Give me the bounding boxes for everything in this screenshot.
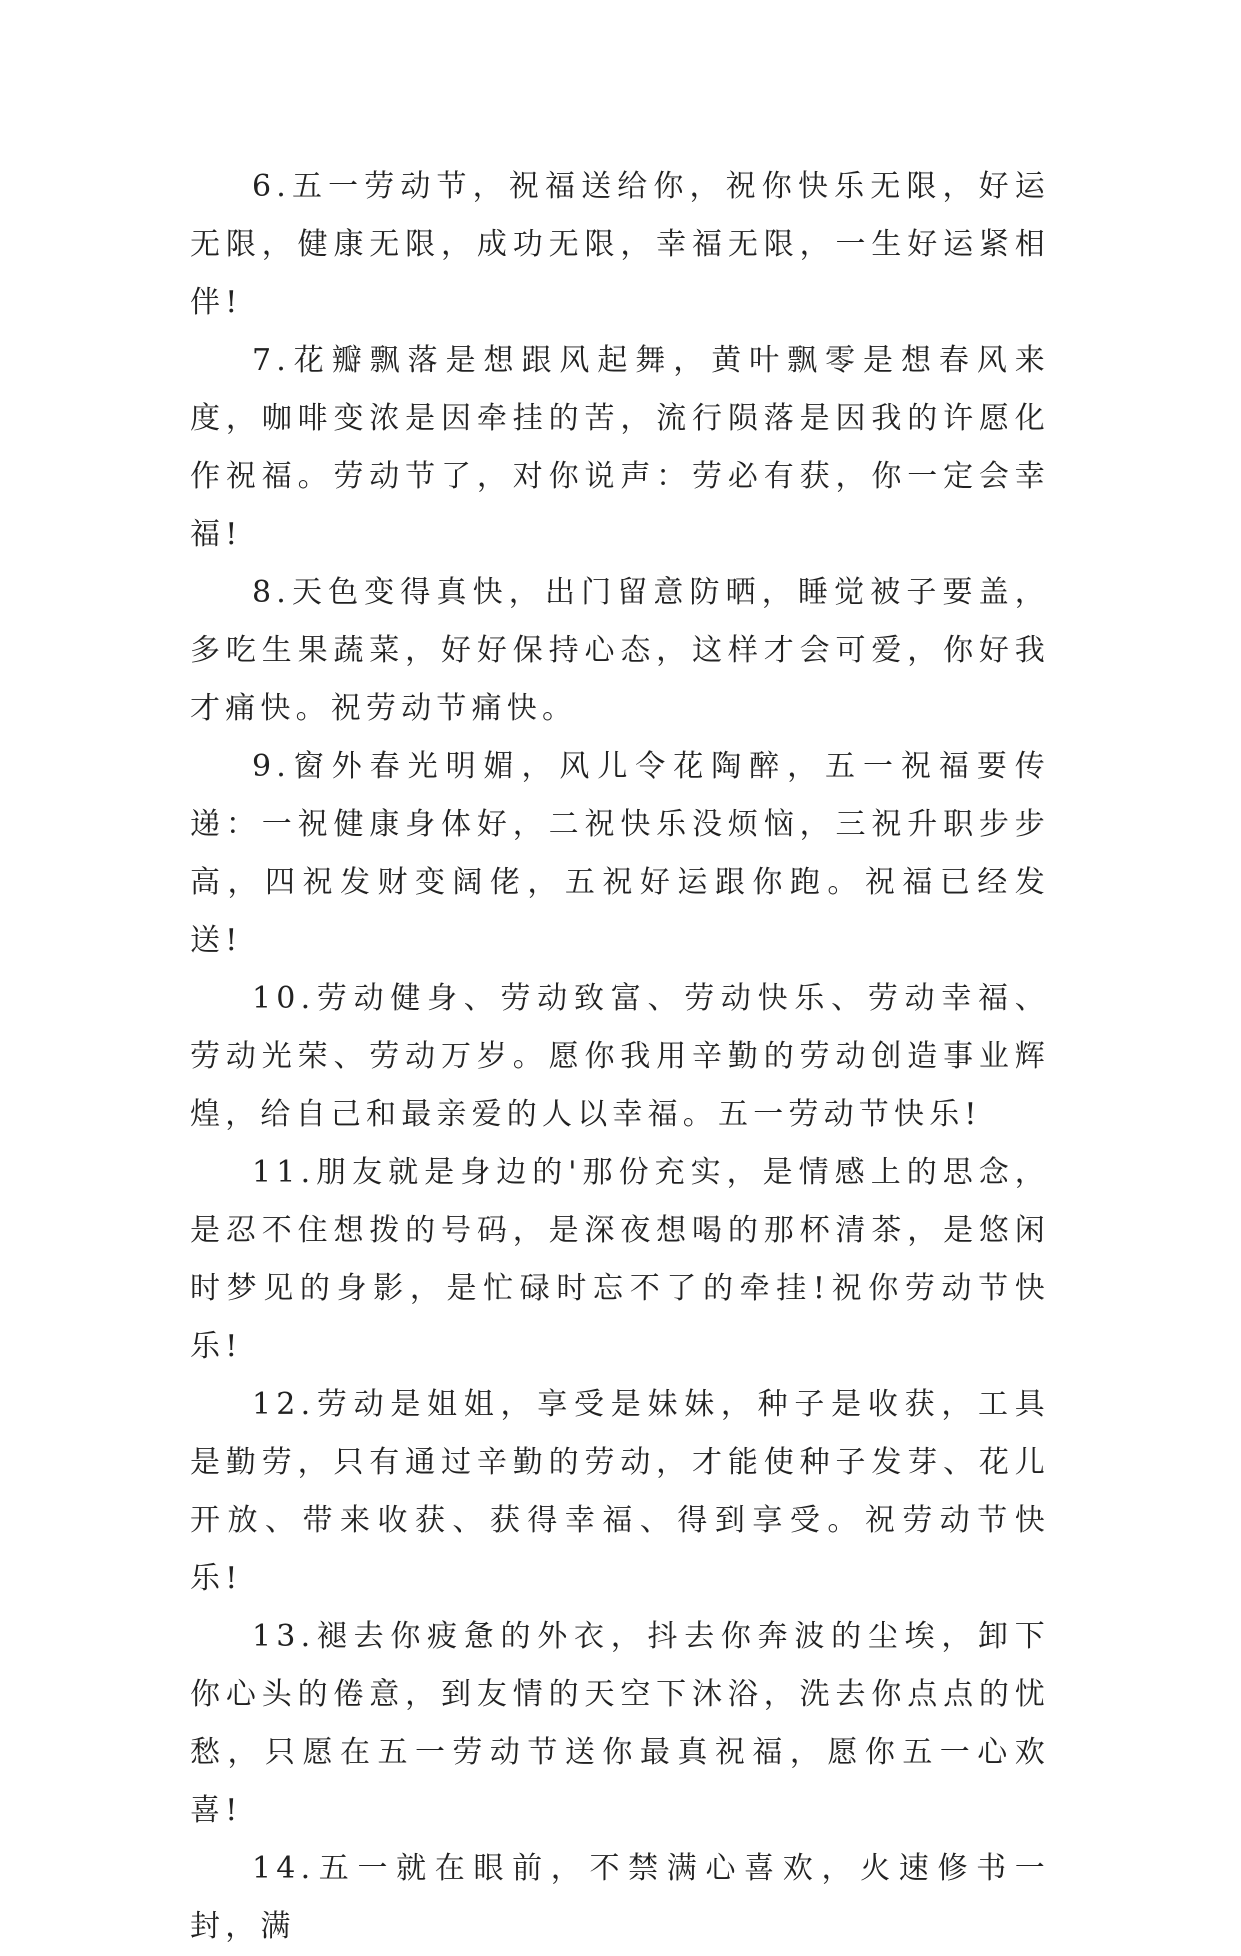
paragraph-14: 14.五一就在眼前，不禁满心喜欢，火速修书一封，满 [190, 1851, 1050, 1944]
paragraph-12: 12.劳动是姐姐，享受是妹妹，种子是收获，工具是勤劳，只有通过辛勤的劳动，才能使种子发芽、花儿开放、带来收获、获得幸福、得到享受。祝劳动节快乐! [190, 1387, 1050, 1596]
document-page [190, 158, 1050, 1956]
paragraph-8: 8.天色变得真快，出门留意防晒，睡觉被子要盖，多吃生果蔬菜，好好保持心态，这样才会可爱，你好我才痛快。祝劳动节痛快。 [190, 575, 1050, 726]
paragraph-9: 9.窗外春光明媚，风儿令花陶醉，五一祝福要传递：一祝健康身体好，二祝快乐没烦恼，三祝升职步步高，四祝发财变阔佬，五祝好运跟你跑。祝福已经发送! [190, 749, 1050, 958]
paragraph-11: 11.朋友就是身边的'那份充实，是情感上的思念，是忍不住想拨的号码，是深夜想喝的那杯清茶，是悠闲时梦见的身影，是忙碌时忘不了的牵挂!祝你劳动节快乐! [190, 1155, 1050, 1364]
paragraph-10: 10.劳动健身、劳动致富、劳动快乐、劳动幸福、劳动光荣、劳动万岁。愿你我用辛勤的劳动创造事业辉煌，给自己和最亲爱的人以幸福。五一劳动节快乐! [190, 981, 1050, 1132]
paragraph-13: 13.褪去你疲惫的外衣，抖去你奔波的尘埃，卸下你心头的倦意，到友情的天空下沐浴，洗去你点点的忧愁，只愿在五一劳动节送你最真祝福，愿你五一心欢喜! [190, 1619, 1050, 1828]
paragraph-7: 7.花瓣飘落是想跟风起舞，黄叶飘零是想春风来度，咖啡变浓是因牵挂的苦，流行陨落是因我的许愿化作祝福。劳动节了，对你说声：劳必有获，你一定会幸福! [190, 343, 1050, 552]
paragraph-6: 6.五一劳动节，祝福送给你，祝你快乐无限，好运无限，健康无限，成功无限，幸福无限，一生好运紧相伴! [190, 169, 1050, 320]
